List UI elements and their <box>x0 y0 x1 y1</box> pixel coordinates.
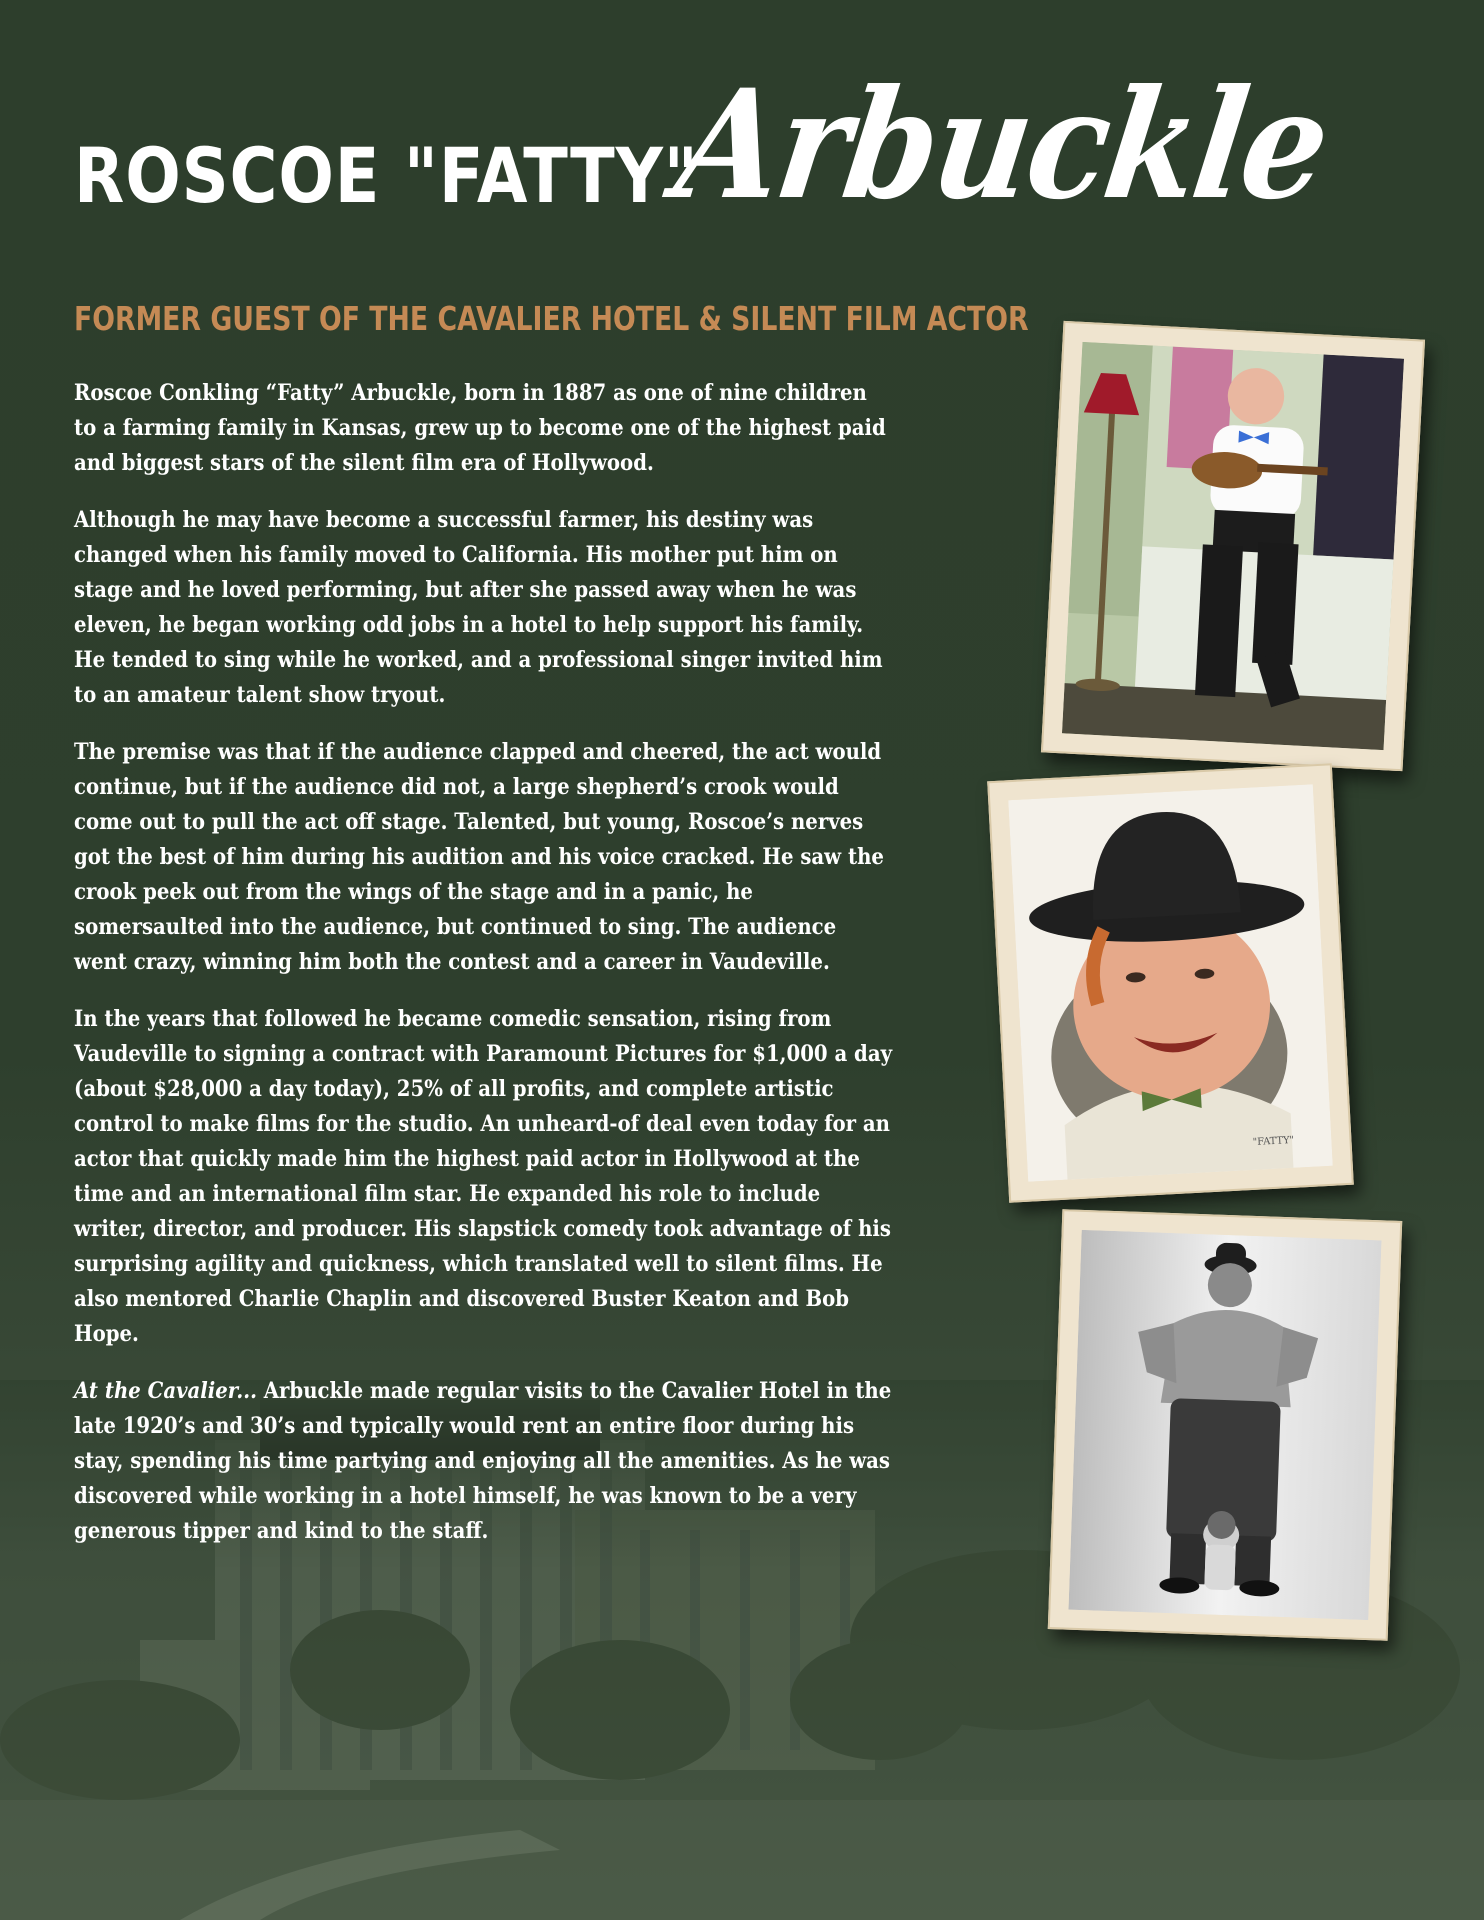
paragraph-3: The premise was that if the audience clapped and cheered, the act would continue, but if the audience did not, a large shepherd’s crook would come out to pull the act off stage. Talented, but young, Roscoe’s nerves got the best of him during his audition and his voice cracked. He saw the crook peek out from the wings of the stage and in a panic, he somersaulted into the audience, but continued to sing. The audience went crazy, winning him both the contest and a career in Vaudeville. <box>74 739 884 975</box>
photo-portrait <box>987 763 1354 1202</box>
photo-ukulele <box>1041 321 1425 771</box>
body-text <box>74 376 893 1571</box>
title-main: ROSCOE "FATTY" <box>74 131 699 220</box>
paragraph-4: In the years that followed he became comedic sensation, rising from Vaudeville to signing a contract with Paramount Pictures for $1,000 a day (about $28,000 a day today), 25% of all profits, and complete artistic control to make films for the studio. An unheard-of deal even today for an actor that quickly made him the highest paid actor in Hollywood at the time and an international film star. He expanded his role to include writer, director, and producer. His slapstick comedy took advantage of his surprising agility and quickness, which translated well to silent films. He also mentored Charlie Chaplin and discovered Buster Keaton and Bob Hope. <box>74 1006 893 1347</box>
paragraph-2: Although he may have become a successful farmer, his destiny was changed when his family moved to California. His mother put him on stage and he loved performing, but after she passed away when he was eleven, he began working odd jobs in a hotel to help support his family. He tended to sing while he worked, and a professional singer invited him to an amateur talent show tryout. <box>74 507 883 708</box>
paragraph-5-lead: At the Cavalier... <box>74 1378 257 1404</box>
title-script: Arbuckle <box>667 57 1337 233</box>
paragraph-1: Roscoe Conkling “Fatty” Arbuckle, born in 1887 as one of nine children to a farming family in Kansas, grew up to become one of the highest paid and biggest stars of the silent film era of Hollywood. <box>74 380 886 476</box>
photo-with-dog <box>1048 1209 1402 1641</box>
portrait-caption: "FATTY" <box>1252 1134 1295 1149</box>
paragraph-5 <box>74 1374 893 1549</box>
subtitle: FORMER GUEST OF THE CAVALIER HOTEL & SILENT FILM ACTOR <box>74 299 1029 338</box>
paragraph-5-text: Arbuckle made regular visits to the Cavalier Hotel in the late 1920’s and 30’s and typically would rent an entire floor during his stay, spending his time partying and enjoying all the amenities. As he was discovered while working in a hotel himself, he was known to be a very generous tipper and kind to the staff. <box>74 1378 892 1544</box>
